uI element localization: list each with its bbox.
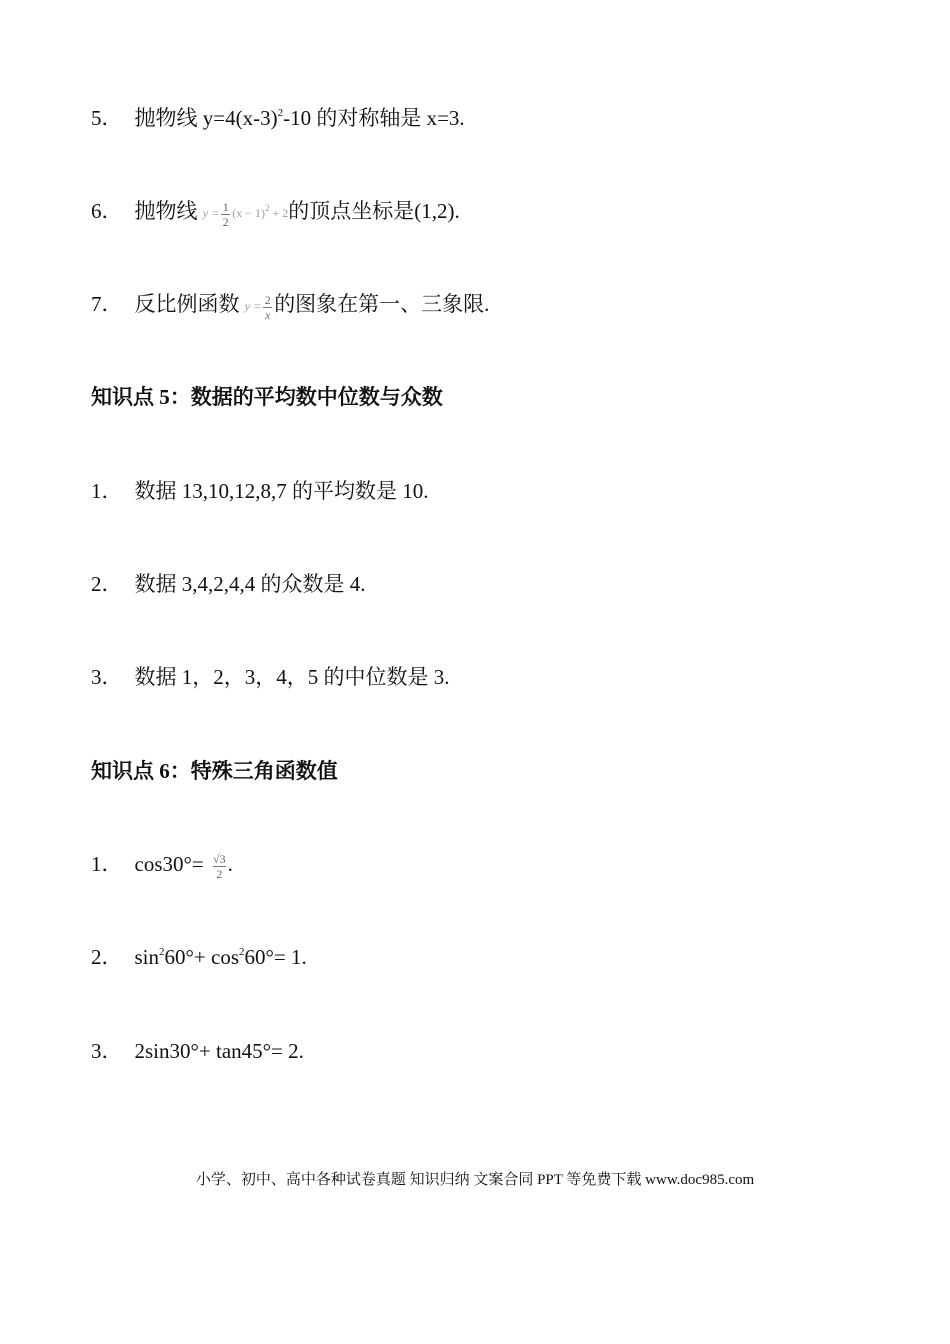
fraction <box>213 852 226 881</box>
item-number: 7． <box>91 292 123 316</box>
t-item-2 <box>91 942 307 972</box>
item-text: 抛物线 y=4(x-3) <box>134 106 278 130</box>
section-heading-6: 知识点 6：特殊三角函数值 <box>91 759 338 783</box>
item-text: cos30°= <box>134 852 204 876</box>
item-text: 数据 1，2，3，4，5 的中位数是 3. <box>134 665 450 689</box>
superscript: 2 <box>277 107 284 119</box>
item-text: 数据 13,10,12,8,7 的平均数是 10. <box>134 479 429 503</box>
superscript: 2 <box>239 946 245 958</box>
formula-paren: (x − 1) <box>232 205 265 220</box>
numerator: 2 <box>264 292 271 307</box>
item-number: 2． <box>91 945 123 969</box>
item-number: 3． <box>91 665 123 689</box>
numerator: 1 <box>222 199 229 214</box>
denominator: 2 <box>216 866 223 881</box>
item-7 <box>91 289 489 322</box>
item-text: 抛物线 <box>134 199 198 223</box>
denominator: x <box>265 307 271 322</box>
t-item-3 <box>91 1036 304 1066</box>
s5-item-1 <box>91 476 429 506</box>
t-item-1 <box>91 849 233 881</box>
formula-y: y = <box>244 298 262 313</box>
item-text-tail: . <box>227 852 233 876</box>
item-number: 1． <box>91 479 123 503</box>
item-number: 2． <box>91 572 123 596</box>
item-number: 6． <box>91 199 123 223</box>
item-text-tail: 60°= 1. <box>244 945 307 969</box>
section-heading-5: 知识点 5：数据的平均数中位数与众数 <box>91 385 443 409</box>
page-footer: 小学、初中、高中各种试卷真题 知识归纳 文案合同 PPT 等免费下载 www.doc985.com <box>195 1172 755 1188</box>
fraction <box>221 200 230 229</box>
item-text: sin <box>134 945 160 969</box>
fraction <box>263 293 272 322</box>
item-text-tail: 的图象在第一、三象限. <box>274 292 490 316</box>
item-number: 3． <box>91 1039 123 1063</box>
item-text-mid: 60°+ cos <box>164 945 239 969</box>
item-text: 反比例函数 <box>134 292 240 316</box>
formula-y: y = <box>202 205 220 220</box>
superscript: 2 <box>264 202 270 213</box>
item-6 <box>91 196 460 229</box>
item-text: 2sin30°+ tan45°= 2. <box>134 1039 304 1063</box>
item-number: 1． <box>91 852 123 876</box>
formula-plus: + 2 <box>272 205 289 220</box>
item-5 <box>91 103 465 133</box>
item-number: 5． <box>91 106 123 130</box>
s5-item-2 <box>91 569 366 599</box>
s5-item-3 <box>91 662 450 692</box>
denominator: 2 <box>222 214 229 229</box>
formula-image <box>203 198 288 229</box>
formula-image <box>245 291 274 322</box>
item-text-tail: 的顶点坐标是(1,2). <box>288 199 460 223</box>
item-text-tail: -10 的对称轴是 x=3. <box>283 106 465 130</box>
item-text: 数据 3,4,2,4,4 的众数是 4. <box>134 572 366 596</box>
superscript: 2 <box>159 946 165 958</box>
numerator: √3 <box>212 851 226 866</box>
